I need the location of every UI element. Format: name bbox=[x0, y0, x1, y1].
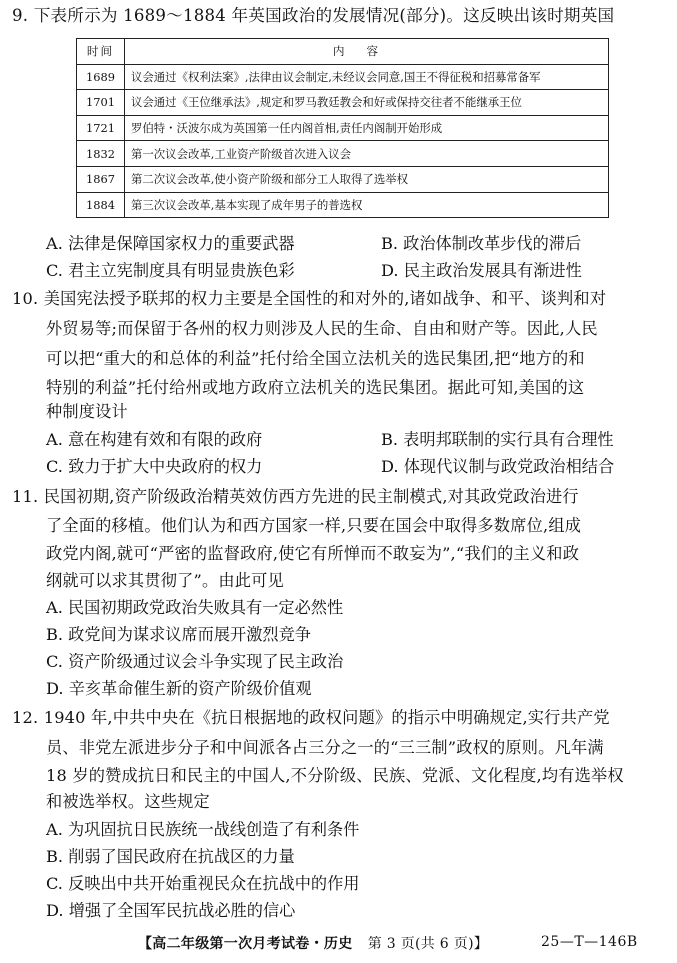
table-cell-year: 1832 bbox=[77, 141, 125, 167]
q12-option-c[interactable]: C. 反映出中共开始重视民众在抗战中的作用 bbox=[46, 874, 360, 893]
table-row bbox=[77, 64, 609, 90]
q9-option-d[interactable]: D. 民主政治发展具有渐进性 bbox=[381, 261, 582, 280]
q9-option-c[interactable]: C. 君主立宪制度具有明显贵族色彩 bbox=[46, 261, 295, 280]
table-cell-content: 罗伯特・沃波尔成为英国第一任内阁首相,责任内阁制开始形成 bbox=[125, 115, 609, 141]
q12-option-b[interactable]: B. 削弱了国民政府在抗战区的力量 bbox=[46, 847, 295, 866]
table-cell-year: 1721 bbox=[77, 115, 125, 141]
table-cell-content: 第二次议会改革,使小资产阶级和部分工人取得了选举权 bbox=[125, 166, 609, 192]
table-cell-content: 议会通过《权利法案》,法律由议会制定,未经议会同意,国王不得征税和招募常备军 bbox=[125, 64, 609, 90]
table-cell-year: 1867 bbox=[77, 166, 125, 192]
footer-page-number: 第 3 页(共 6 页)】 bbox=[367, 936, 489, 952]
q12-line-4: 和被选举权。这些规定 bbox=[46, 792, 210, 811]
table-row bbox=[77, 115, 609, 141]
q11-line-2: 了全面的移植。他们认为和西方国家一样,只要在国会中取得多数席位,组成 bbox=[46, 516, 582, 535]
q9-stem: 9. 下表所示为 1689～1884 年英国政治的发展情况(部分)。这反映出该时期英国 bbox=[12, 6, 615, 25]
table-cell-year: 1884 bbox=[77, 192, 125, 218]
q11-option-d[interactable]: D. 辛亥革命催生新的资产阶级价值观 bbox=[46, 679, 312, 698]
table-header-content: 内容 bbox=[125, 39, 609, 65]
q10-line-2: 外贸易等;而保留于各州的权力则涉及人民的生命、自由和财产等。因此,人民 bbox=[46, 319, 598, 338]
q12-line-1: 12. 1940 年,中共中央在《抗日根据地的政权问题》的指示中明确规定,实行共产党 bbox=[12, 708, 610, 727]
table-header-row bbox=[77, 39, 609, 65]
table-row bbox=[77, 192, 609, 218]
table-cell-year: 1689 bbox=[77, 64, 125, 90]
page-footer bbox=[138, 933, 488, 953]
table-row bbox=[77, 141, 609, 167]
q11-option-b[interactable]: B. 政党间为谋求议席而展开激烈竞争 bbox=[46, 625, 311, 644]
footer-exam-title: 【高二年级第一次月考试卷・历史 bbox=[138, 936, 353, 952]
q9-table bbox=[76, 38, 609, 218]
q10-option-b[interactable]: B. 表明邦联制的实行具有合理性 bbox=[381, 430, 614, 449]
q11-line-4: 纲就可以求其贯彻了”。由此可见 bbox=[46, 571, 284, 590]
table-header-time: 时间 bbox=[77, 39, 125, 65]
q12-line-3: 18 岁的赞成抗日和民主的中国人,不分阶级、民族、党派、文化程度,均有选举权 bbox=[46, 766, 624, 785]
q10-line-1: 10. 美国宪法授予联邦的权力主要是全国性的和对外的,诸如战争、和平、谈判和对 bbox=[12, 289, 607, 308]
q11-option-c[interactable]: C. 资产阶级通过议会斗争实现了民主政治 bbox=[46, 652, 344, 671]
table-cell-content: 第一次议会改革,工业资产阶级首次进入议会 bbox=[125, 141, 609, 167]
table-row bbox=[77, 90, 609, 116]
footer-exam-code: 25—T—146B bbox=[541, 934, 638, 950]
q9-option-b[interactable]: B. 政治体制改革步伐的滞后 bbox=[381, 234, 582, 253]
q10-option-a[interactable]: A. 意在构建有效和有限的政府 bbox=[46, 430, 263, 449]
q11-line-1: 11. 民国初期,资产阶级政治精英效仿西方先进的民主制模式,对其政党政治进行 bbox=[12, 487, 579, 506]
q11-option-a[interactable]: A. 民国初期政党政治失败具有一定必然性 bbox=[46, 598, 344, 617]
table-cell-content: 议会通过《王位继承法》,规定和罗马教廷教会和好或保持交往者不能继承王位 bbox=[125, 90, 609, 116]
q9-option-a[interactable]: A. 法律是保障国家权力的重要武器 bbox=[46, 234, 295, 253]
table-cell-year: 1701 bbox=[77, 90, 125, 116]
q10-line-4: 特别的利益”托付给州或地方政府立法机关的选民集团。据此可知,美国的这 bbox=[46, 378, 585, 397]
q10-line-3: 可以把“重大的和总体的利益”托付给全国立法机关的选民集团,把“地方的和 bbox=[46, 349, 585, 368]
q10-option-c[interactable]: C. 致力于扩大中央政府的权力 bbox=[46, 457, 263, 476]
q10-line-5: 种制度设计 bbox=[46, 402, 128, 421]
table-cell-content: 第三次议会改革,基本实现了成年男子的普选权 bbox=[125, 192, 609, 218]
q12-option-d[interactable]: D. 增强了全国军民抗战必胜的信心 bbox=[46, 901, 296, 920]
q11-line-3: 政党内阁,就可“严密的监督政府,使它有所惮而不敢妄为”,“我们的主义和政 bbox=[46, 544, 580, 563]
q10-option-d[interactable]: D. 体现代议制与政党政治相结合 bbox=[381, 457, 615, 476]
table-row bbox=[77, 166, 609, 192]
q12-line-2: 员、非党左派进步分子和中间派各占三分之一的“三三制”政权的原则。凡年满 bbox=[46, 738, 604, 757]
q12-option-a[interactable]: A. 为巩固抗日民族统一战线创造了有利条件 bbox=[46, 820, 360, 839]
